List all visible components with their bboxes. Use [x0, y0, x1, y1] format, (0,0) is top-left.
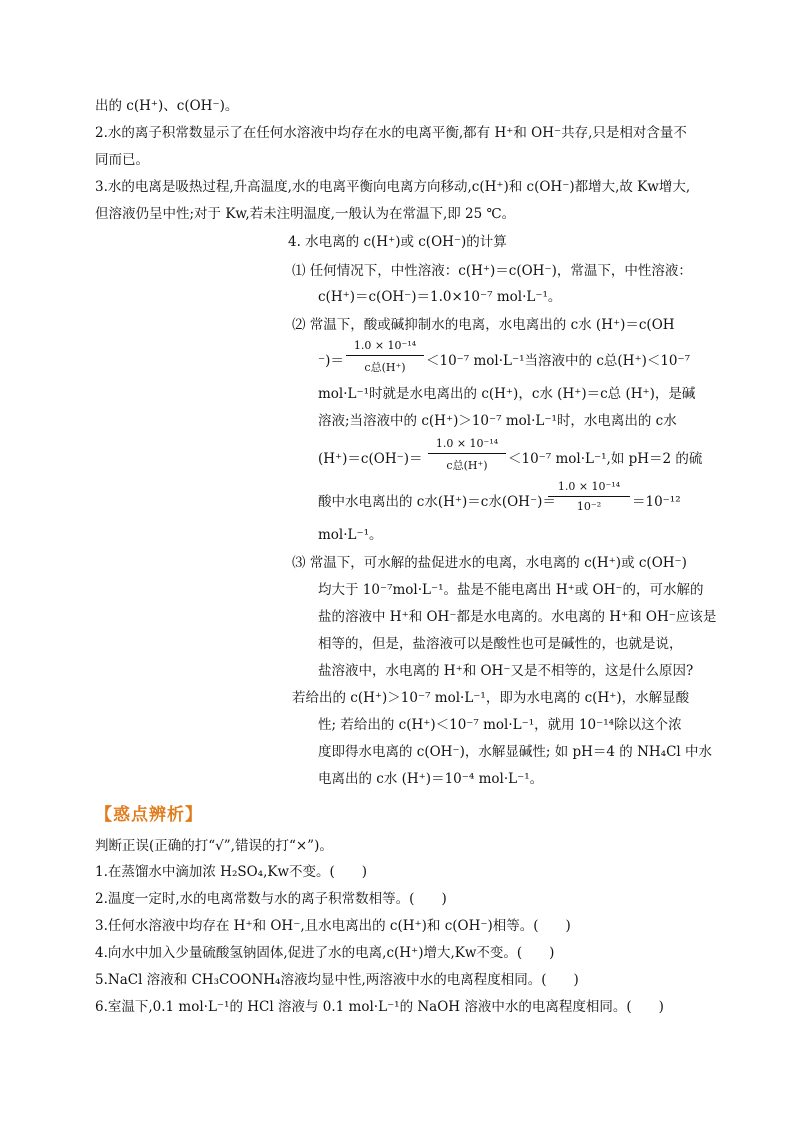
- fraction-3-denominator: 10⁻²: [576, 500, 602, 513]
- calc-case-2-line-4: 溶液;当溶液中的 c(H⁺)＞10⁻⁷ mol·L⁻¹时，水电离出的 c水: [318, 413, 677, 429]
- fraction-1-bar: [346, 355, 424, 356]
- calc-case-3-line-2: 均大于 10⁻⁷mol·L⁻¹。盐是不能电离出 H⁺或 OH⁻的，可水解的: [318, 582, 704, 598]
- question-item: 3.任何水溶液中均存在 H⁺和 OH⁻,且水电离出的 c(H⁺)和 c(OH⁻)相等。( ): [95, 918, 571, 934]
- fraction-1-denominator: c总(H⁺): [364, 361, 406, 374]
- calc-case-1-line-2: c(H⁺)＝c(OH⁻)＝1.0×10⁻⁷ mol·L⁻¹。: [318, 289, 562, 305]
- calc-case-3-line-3: 盐的溶液中 H⁺和 OH⁻都是水电离的。水电离的 H⁺和 OH⁻应该是: [318, 609, 717, 625]
- calc-case-3-line-6: 若给出的 c(H⁺)＞10⁻⁷ mol·L⁻¹，即为水电离的 c(H⁺)，水解显酸: [292, 690, 690, 706]
- intro-line-1: 出的 c(H⁺)、c(OH⁻)。: [95, 98, 239, 114]
- calc-case-3-line-7: 性; 若给出的 c(H⁺)＜10⁻⁷ mol·L⁻¹，就用 10⁻¹⁴除以这个浓: [318, 717, 682, 733]
- calc-case-2-line-6a: 酸中水电离出的 c水(H⁺)＝c水(OH⁻)＝: [318, 494, 556, 510]
- calc-case-3-line-8: 度即得水电离的 c(OH⁻)，水解显碱性; 如 pH＝4 的 NH₄Cl 中水: [318, 744, 713, 760]
- calc-case-1-line-1: ⑴ 任何情况下，中性溶液：c(H⁺)＝c(OH⁻)，常温下，中性溶液：: [292, 263, 692, 279]
- fraction-2-bar: [428, 453, 506, 454]
- fraction-2-denominator: c总(H⁺): [446, 459, 488, 472]
- calc-case-3-line-5: 盐溶液中，水电离的 H⁺和 OH⁻又是不相等的，这是什么原因?: [318, 663, 694, 679]
- fraction-1-numerator: 1.0 × 10⁻¹⁴: [353, 339, 417, 352]
- calc-case-2-line-3: mol·L⁻¹时就是水电离出的 c(H⁺)，c水 (H⁺)＝c总 (H⁺)，是碱: [318, 386, 696, 402]
- calc-case-2-line-5b: ＜10⁻⁷ mol·L⁻¹,如 pH＝2 的硫: [508, 451, 703, 467]
- question-item: 5.NaCl 溶液和 CH₃COONH₄溶液均显中性,两溶液中水的电离程度相同。( ): [95, 972, 579, 988]
- calc-case-2-line-2a: ⁻)＝: [318, 353, 344, 369]
- calc-case-3-line-1: ⑶ 常温下，可水解的盐促进水的电离，水电离的 c(H⁺)或 c(OH⁻): [292, 555, 687, 571]
- calc-case-2-line-7: mol·L⁻¹。: [318, 527, 383, 543]
- question-item: 1.在蒸馏水中滴加浓 H₂SO₄,Kw不变。( ): [95, 864, 368, 880]
- calc-title: 4. 水电离的 c(H⁺)或 c(OH⁻)的计算: [288, 234, 507, 250]
- question-item: 4.向水中加入少量硫酸氢钠固体,促进了水的电离,c(H⁺)增大,Kw不变。( ): [95, 945, 555, 961]
- fraction-2-numerator: 1.0 × 10⁻¹⁴: [435, 437, 499, 450]
- calc-case-2-line-2b: ＜10⁻⁷ mol·L⁻¹当溶液中的 c总(H⁺)＜10⁻⁷: [426, 353, 691, 369]
- intro-point-3-line-2: 但溶液仍呈中性;对于 Kw,若未注明温度,一般认为在常温下,即 25 ℃。: [95, 206, 516, 222]
- calc-case-2-line-1: ⑵ 常温下，酸或碱抑制水的电离，水电离出的 c水 (H⁺)＝c(OH: [292, 317, 675, 333]
- question-item: 6.室温下,0.1 mol·L⁻¹的 HCl 溶液与 0.1 mol·L⁻¹的 NaOH 溶液中水的电离程度相同。( ): [95, 999, 664, 1015]
- fraction-3-bar: [548, 496, 630, 497]
- question-item: 2.温度一定时,水的电离常数与水的离子积常数相等。( ): [95, 891, 447, 907]
- calc-case-3-line-9: 电离出的 c水 (H⁺)＝10⁻⁴ mol·L⁻¹。: [318, 771, 544, 787]
- analysis-instruction: 判断正误(正确的打“√”,错误的打“×”)。: [95, 838, 333, 854]
- intro-point-2-line-2: 同而已。: [95, 152, 149, 168]
- analysis-heading: 【惑点辨析】: [95, 805, 203, 825]
- calc-case-2-line-5a: (H⁺)＝c(OH⁻)＝: [318, 451, 423, 467]
- intro-point-3-line-1: 3.水的电离是吸热过程,升高温度,水的电离平衡向电离方向移动,c(H⁺)和 c(OH⁻)都增大,故 Kw增大,: [95, 179, 691, 195]
- calc-case-2-line-6b: ＝10⁻¹²: [632, 494, 681, 510]
- fraction-3-numerator: 1.0 × 10⁻¹⁴: [557, 480, 621, 493]
- calc-case-3-line-4: 相等的，但是，盐溶液可以是酸性也可是碱性的，也就是说，: [318, 636, 683, 652]
- intro-point-2-line-1: 2.水的离子积常数显示了在任何水溶液中均存在水的电离平衡,都有 H⁺和 OH⁻共存,只是相对含量不: [95, 125, 687, 141]
